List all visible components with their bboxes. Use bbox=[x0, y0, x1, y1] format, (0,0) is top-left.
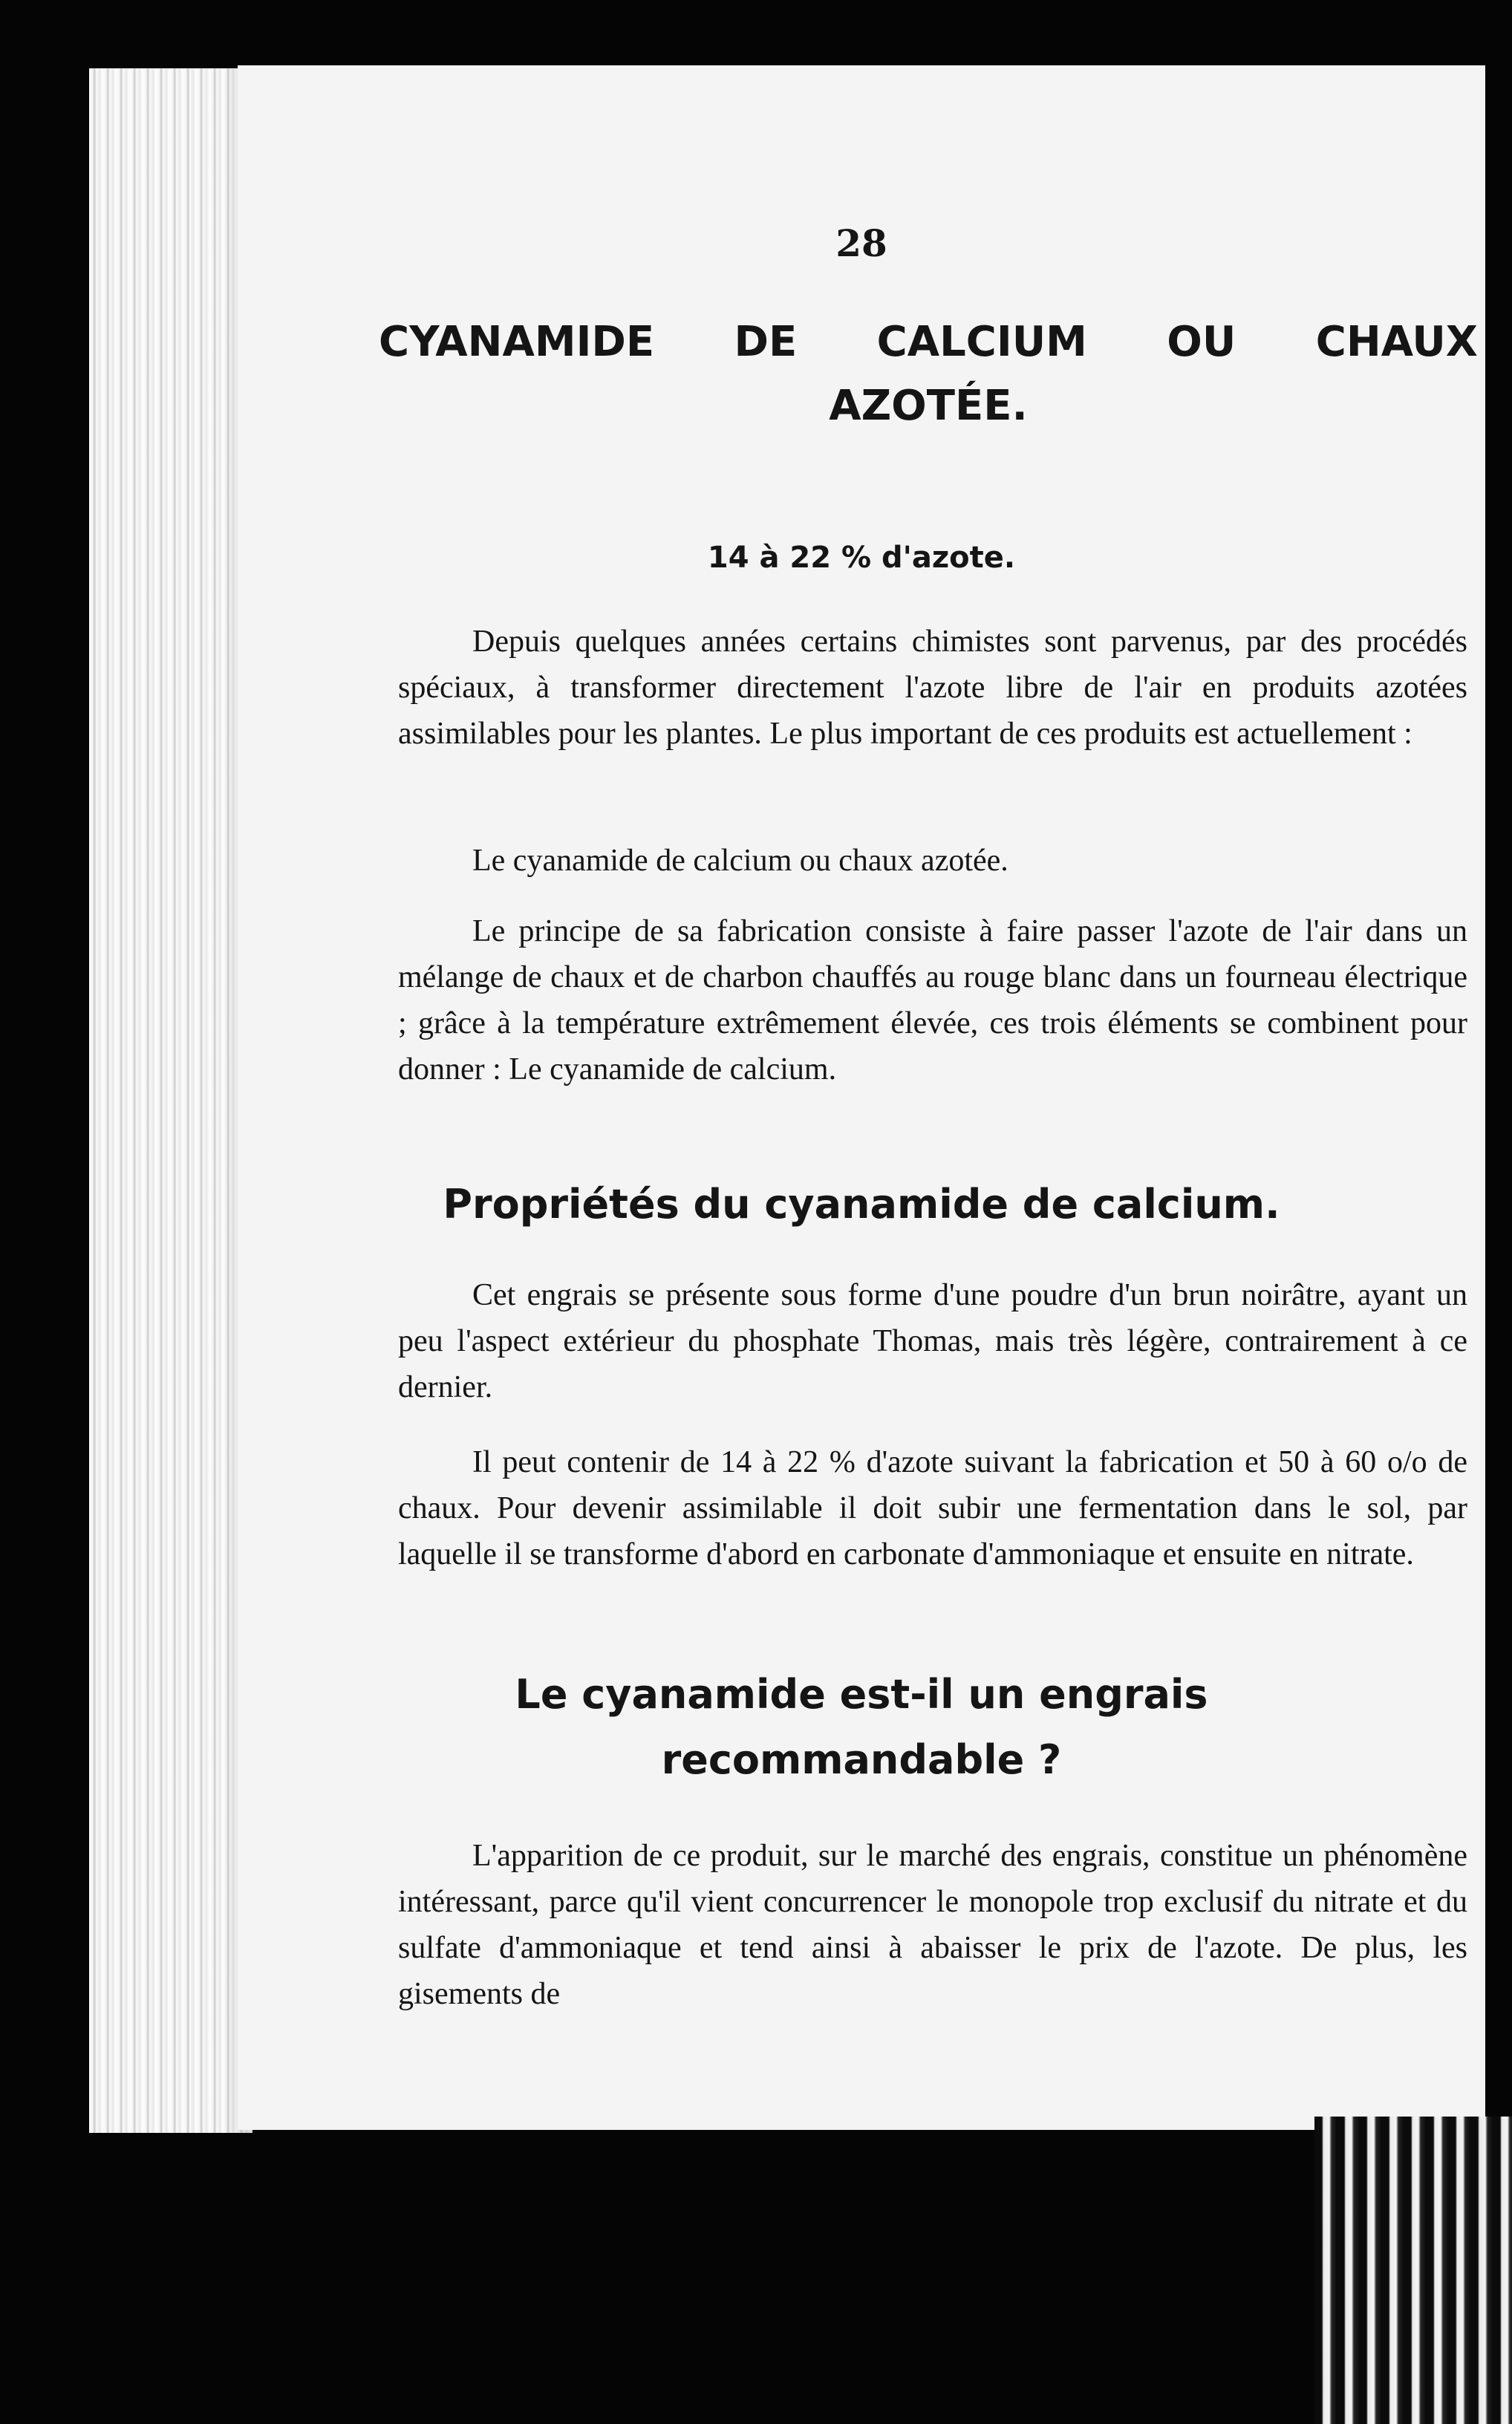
paragraph-product: Le cyanamide de calcium ou chaux azotée. bbox=[472, 844, 1008, 878]
title-word: DE bbox=[734, 318, 798, 366]
section-heading-properties: Propriétés du cyanamide de calcium. bbox=[443, 1181, 1280, 1228]
section-heading-recommendable bbox=[238, 1662, 1485, 1793]
chapter-title bbox=[379, 310, 1478, 438]
paragraph-market: L'apparition de ce produit, sur le marché des engrais, constitue un phénomène intéressant, parce qu'il vient concurrencer le monopole trop exclusif du nitrate et du sulfate d'ammoniaque et tend ainsi à abaisser le prix de l'azote. De plus, les gisements de bbox=[398, 1839, 1467, 2011]
page-number: 28 bbox=[835, 221, 887, 265]
paragraph-intro: Depuis quelques années certains chimistes sont parvenus, par des procédés spéciaux, à transformer directement l'azote libre de l'air en produits azotées assimilables pour les plantes. Le plus important de ces produits est actuellement : bbox=[398, 625, 1467, 751]
title-word: CALCIUM bbox=[876, 318, 1087, 366]
book-page-edges-bottom-right bbox=[1314, 2117, 1512, 2424]
title-word: OU bbox=[1167, 318, 1236, 366]
section-heading-line-2: recommandable ? bbox=[661, 1736, 1062, 1783]
paragraph-fabrication: Le principe de sa fabrication consiste à faire passer l'azote de l'air dans un mélange de chaux et de charbon chauffés au rouge blanc dans un fourneau électrique ; grâce à la température extrêmement élevée, ces trois éléments se combinent pour donner : Le cyanamide de calcium. bbox=[398, 914, 1467, 1086]
nitrogen-content-subtitle: 14 à 22 % d'azote. bbox=[707, 541, 1016, 575]
section-heading-line-1: Le cyanamide est-il un engrais bbox=[515, 1671, 1208, 1718]
chapter-title-line-2: AZOTÉE. bbox=[829, 382, 1028, 430]
paragraph-composition: Il peut contenir de 14 à 22 % d'azote suivant la fabrication et 50 à 60 o/o de chaux. Pour devenir assimilable il doit subir une fermentation dans le sol, par laquelle il se transforme d'abord en carbonate d'ammoniaque et ensuite en nitrate. bbox=[398, 1445, 1467, 1571]
paragraph-appearance: Cet engrais se présente sous forme d'une poudre d'un brun noirâtre, ayant un peu l'aspect extérieur du phosphate Thomas, mais très légère, contrairement à ce dernier. bbox=[398, 1278, 1467, 1404]
title-word: CYANAMIDE bbox=[379, 318, 655, 366]
title-word: CHAUX bbox=[1315, 318, 1478, 366]
book-page bbox=[238, 65, 1485, 2130]
chapter-title-line-1 bbox=[379, 310, 1478, 374]
